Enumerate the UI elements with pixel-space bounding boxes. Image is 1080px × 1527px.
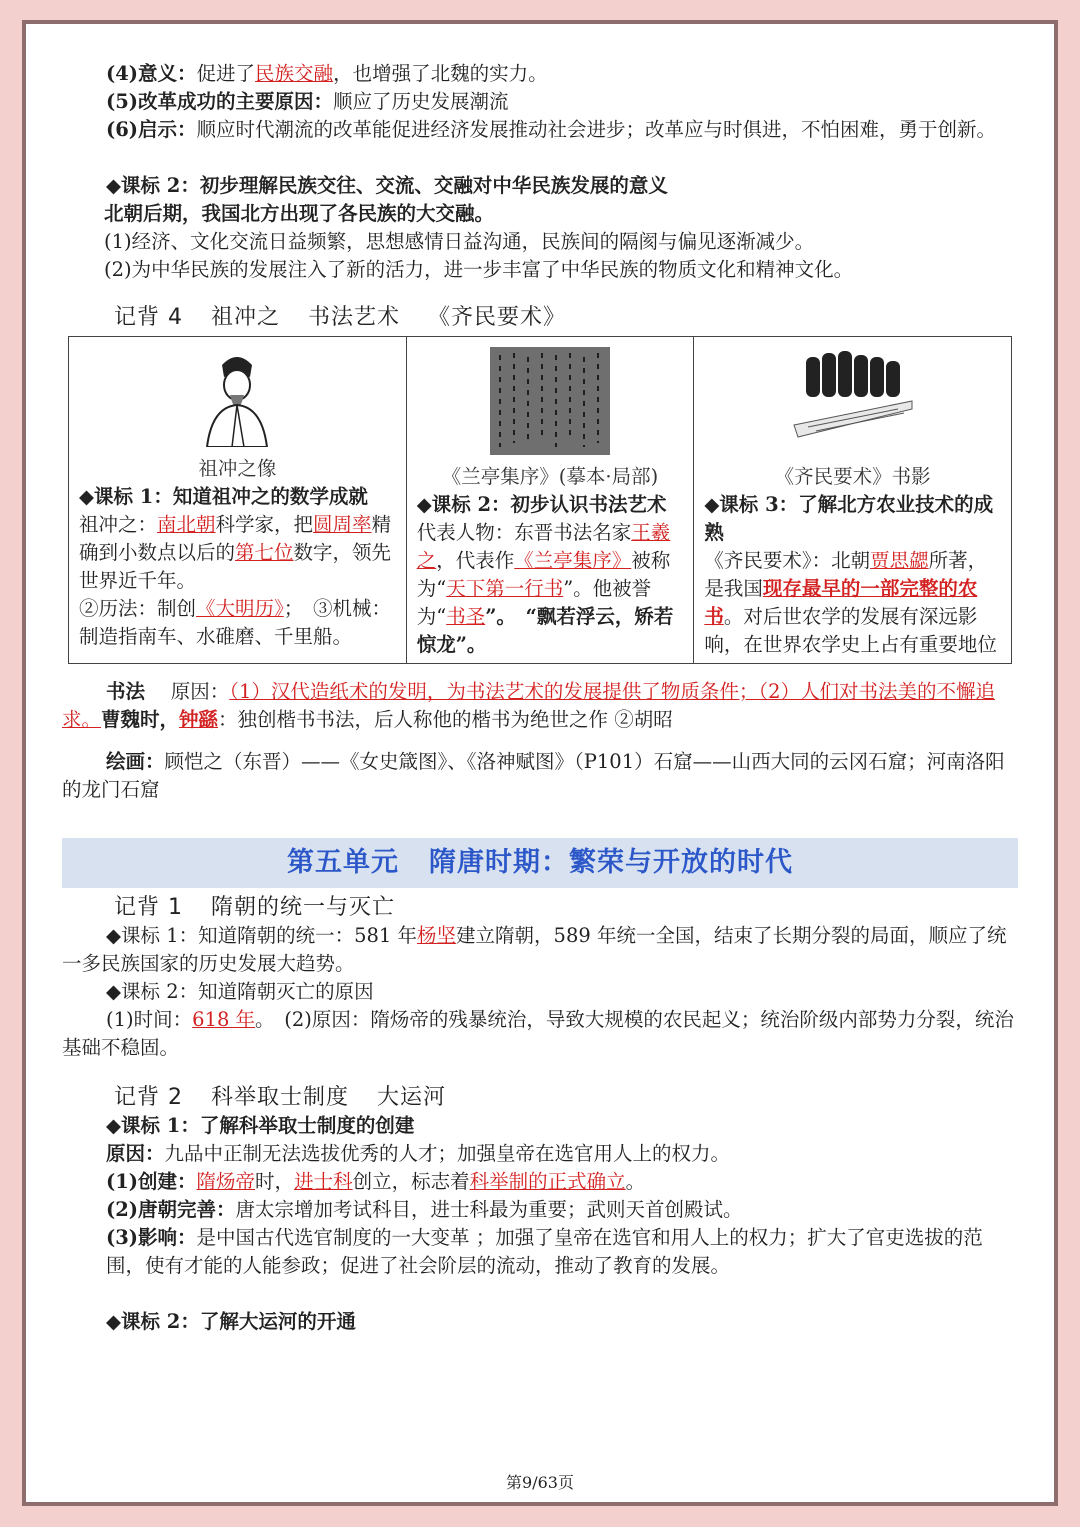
label: 绘画：: [106, 750, 165, 773]
sui-fall-title: ◆课标 2：知道隋朝灭亡的原因: [106, 980, 374, 1003]
topics-table: [68, 336, 1012, 664]
text: 。 (2)原因：隋炀帝的残暴统治，导致大规模的农民起义；统治阶级内部势力分裂，统治基础不稳固。: [62, 1008, 1014, 1059]
text: 曹魏时，: [101, 708, 180, 731]
text: ”。他被誉为“: [416, 577, 652, 628]
text: ：独创楷书书法，后人称他的楷书为绝世之作 ②胡昭: [218, 708, 673, 731]
text: 时，: [255, 1170, 295, 1193]
unit-title: 隋唐时期：繁荣与开放的时代: [429, 847, 793, 878]
spacer: [62, 1062, 1018, 1084]
text: 顾恺之（东晋）——《女史箴图》、《洛神赋图》（P101）石窟——山西大同的云冈石窟；河南洛阳的龙门石窟: [62, 750, 1005, 801]
standard-1-body: [79, 511, 396, 651]
standard-2-item-1: (1)经济、文化交流日益频繁，思想感情日益沟通，民族间的隔阂与偏见逐渐减少。: [104, 230, 815, 253]
keju-tang: [62, 1196, 1018, 1224]
text: 祖冲之：: [79, 513, 158, 536]
text: ； ③机械：制造指南车、水碓磨、千里船。: [79, 597, 392, 648]
text: 建立隋朝，589 年统一全国，结束了长期分裂的局面，顺应了统一多民族国家的历史发展大趋势。: [62, 924, 1007, 975]
cell-calligraphy: [406, 337, 694, 664]
text: 是中国古代选官制度的一大变革 ；加强了皇帝在选官和用人上的权力；扩大了官吏选拔的范围，使有才能的人能参政；促进了社会阶层的流动，推动了教育的发展。: [106, 1226, 983, 1277]
label: (4)意义：: [106, 62, 197, 85]
painting-paragraph: [62, 748, 1018, 804]
text: 。: [625, 1170, 646, 1193]
label: (6)启示：: [106, 118, 197, 141]
section-topic: 祖冲之: [211, 305, 281, 330]
standard-2-body: [417, 519, 684, 659]
section-number: 记背 1: [114, 895, 183, 920]
text: 代表人物：东晋书法名家: [416, 521, 632, 544]
text: 唐太宗增加考试科目，进士科最为重要；武则天首创殿试。: [235, 1198, 743, 1221]
canal-title: ◆课标 2：了解大运河的开通: [106, 1310, 356, 1333]
spacer: [62, 144, 1018, 172]
highlight: 钟繇: [179, 708, 219, 731]
label: (3)影响：: [106, 1226, 197, 1249]
text: 数字，领先世界近千年。: [79, 541, 392, 592]
standard-2-title: ◆课标 2：初步认识书法艺术: [416, 493, 667, 516]
highlight: （1）汉代造纸术的发明，为书法艺术的发展提供了物质条件；（2）人们对书法美的不懈追求。: [62, 680, 996, 731]
text: 九品中正制无法选拔优秀的人才；加强皇帝在选官用人上的权力。: [164, 1142, 731, 1165]
highlight: 南北朝: [157, 513, 216, 536]
label: 书法: [106, 680, 146, 703]
highlight: 贾思勰: [870, 549, 929, 572]
figure-caption: 祖冲之像: [198, 457, 277, 480]
highlight: 隋炀帝: [196, 1170, 256, 1193]
paragraph-reason: [62, 88, 1018, 116]
highlight: 618 年: [192, 1008, 256, 1031]
text: 《齐民要术》：北朝: [704, 549, 871, 572]
text: 创立，标志着: [352, 1170, 470, 1193]
paragraph-inspiration: [62, 116, 1018, 144]
sui-fall-body: [62, 1006, 1018, 1062]
standard-2-item-2: (2)为中华民族的发展注入了新的活力，进一步丰富了中华民族的物质文化和精神文化。: [104, 258, 854, 281]
figure-caption: 《兰亭集序》(摹本·局部): [441, 465, 659, 488]
qiminyaoshu-image: [704, 347, 1001, 463]
highlight: 民族交融: [255, 62, 334, 85]
text: 。对后世农学的发展有深远影响，在世界农学史上占有重要地位: [704, 605, 997, 656]
text: 顺应了历史发展潮流: [333, 90, 509, 113]
section-number: 记背 2: [114, 1085, 183, 1110]
unit-title-band: [62, 838, 1018, 888]
highlight: 杨坚: [417, 924, 457, 947]
text: 顺应时代潮流的改革能促进经济发展推动社会进步；改革应与时俱进，不怕困难，勇于创新。: [196, 118, 997, 141]
standard-1-title: ◆课标 1：知道祖冲之的数学成就: [79, 485, 368, 508]
sui-unification: [62, 922, 1018, 978]
highlight: 王羲之: [416, 521, 671, 572]
highlight: 第七位: [235, 541, 294, 564]
highlight: 天下第一行书: [446, 577, 564, 600]
label: (2)唐朝完善：: [106, 1198, 236, 1221]
keju-title: ◆课标 1：了解科举取士制度的创建: [106, 1114, 415, 1137]
calligraphy-paragraph: [62, 678, 1018, 734]
highlight: 书圣: [446, 605, 486, 628]
section-number: 记背 4: [114, 305, 183, 330]
text: 科学家，把: [215, 513, 314, 536]
text: 精确到小数点以后的: [79, 513, 392, 564]
label: (1)创建：: [106, 1170, 197, 1193]
spacer: [62, 1280, 1018, 1308]
text: 被称为“: [416, 549, 671, 600]
standard-3-title: ◆课标 3：了解北方农业技术的成熟: [704, 493, 994, 544]
figure-caption: 《齐民要术》书影: [774, 465, 931, 488]
label: (5)改革成功的主要原因：: [106, 90, 334, 113]
page-number: 第9/63页: [506, 1473, 574, 1492]
keju-reason: [62, 1140, 1018, 1168]
keju-creation: [62, 1168, 1018, 1196]
lantingxu-image: [417, 347, 684, 463]
label: (1)时间：: [106, 1008, 193, 1031]
highlight: 进士科: [294, 1170, 353, 1193]
section-topic: 书法艺术: [308, 305, 401, 330]
section-title-jibei2: [62, 1084, 1018, 1112]
text: 原因：: [170, 680, 230, 703]
section-topic: 《齐民要术》: [428, 305, 567, 330]
standard-2-title: ◆课标 2：初步理解民族交往、交流、交融对中华民族发展的意义: [106, 174, 668, 197]
text: ②历法：制创: [79, 597, 197, 620]
text: 所著，是我国: [704, 549, 988, 600]
text: 促进了: [196, 62, 256, 85]
keju-impact: [62, 1224, 1018, 1280]
zuchongzhi-portrait: [79, 347, 396, 455]
section-topic: 大运河: [377, 1085, 447, 1110]
text: ，也增强了北魏的实力。: [333, 62, 548, 85]
highlight: 《兰亭集序》: [514, 549, 632, 572]
section-title-jibei1: [62, 894, 1018, 922]
section-title-jibei4: [62, 304, 1018, 332]
highlight: 圆周率: [313, 513, 372, 536]
standard-3-body: [704, 547, 1001, 659]
section-topic: 隋朝的统一与灭亡: [211, 895, 396, 920]
paragraph-significance: [62, 60, 1018, 88]
highlight: 现存最早的一部完整的农书: [704, 577, 978, 628]
cell-zuchongzhi: [69, 337, 407, 664]
section-topic: 科举取士制度: [211, 1085, 350, 1110]
text: ，代表作: [436, 549, 515, 572]
standard-2-lead: 北朝后期，我国北方出现了各民族的大交融。: [104, 202, 495, 225]
highlight: 《大明历》: [196, 597, 284, 620]
unit-number: 第五单元: [287, 847, 399, 878]
cell-qiminyaoshu: [694, 337, 1012, 664]
page-content: [62, 60, 1018, 1336]
label: 原因：: [106, 1142, 165, 1165]
highlight: 科举制的正式确立: [469, 1170, 626, 1193]
text: ◆课标 1：知道隋朝的统一：581 年: [106, 924, 418, 947]
text: ”。 “飘若浮云，矫若惊龙”。: [416, 605, 674, 656]
